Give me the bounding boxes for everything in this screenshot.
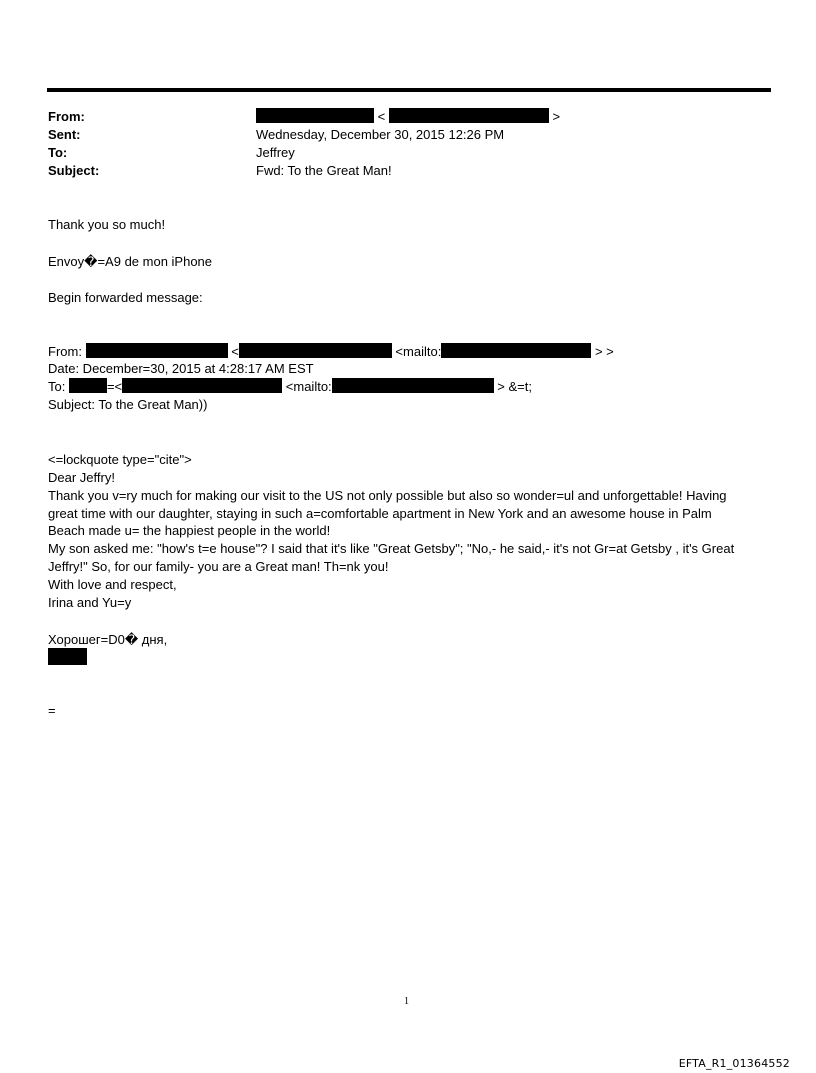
to-label: To: <box>48 145 68 160</box>
fwd-from-line <box>48 343 614 361</box>
from-label: From: <box>48 109 85 124</box>
redaction-block <box>441 343 591 358</box>
blockquote-line: <=lockquote type="cite"> <box>48 452 192 467</box>
thanks-line: Thank you so much! <box>48 217 166 232</box>
from-lt: < <box>377 109 386 124</box>
redaction-block <box>332 378 494 393</box>
fwd-from-label: From: <box>48 344 82 359</box>
fwd-to-label: To: <box>48 379 66 394</box>
envoy-line: Envoy�=A9 de mon iPhone <box>48 254 213 269</box>
closing-line: With love and respect, <box>48 577 177 592</box>
from-value <box>256 108 560 126</box>
fwd-to-line <box>48 378 532 396</box>
fwd-date-line: Date: December=30, 2015 at 4:28:17 AM EST <box>48 361 314 376</box>
redaction-block <box>86 343 228 358</box>
from-gt: > <box>552 109 561 124</box>
redaction-block <box>122 378 282 393</box>
russian-greeting: Хорошег=D0� дня, <box>48 632 168 647</box>
bates-number: EFTA_R1_01364552 <box>678 1057 790 1070</box>
paragraph-1-line-3: Beach made u= the happiest people in the world! <box>48 523 331 538</box>
subject-value: Fwd: To the Great Man! <box>256 163 392 178</box>
paragraph-1-line-1: Thank you v=ry much for making our visit to the US not only possible but also so wonder=ul and unforgettable! Having <box>48 488 727 503</box>
redaction-block <box>256 108 374 123</box>
fwd-from-lt: < <box>231 344 239 359</box>
redaction-block <box>389 108 549 123</box>
redaction-block <box>239 343 392 358</box>
subject-label: Subject: <box>48 163 100 178</box>
fwd-subject-line: Subject: To the Great Man)) <box>48 397 208 412</box>
page-number: 1 <box>404 996 409 1007</box>
sent-label: Sent: <box>48 127 81 142</box>
fwd-to-mailto: <mailto: <box>285 379 332 394</box>
salutation: Dear Jeffry! <box>48 470 115 485</box>
to-value: Jeffrey <box>256 145 295 160</box>
begin-forwarded-line: Begin forwarded message: <box>48 290 203 305</box>
signature-line: Irina and Yu=y <box>48 595 132 610</box>
sent-value: Wednesday, December 30, 2015 12:26 PM <box>256 127 505 142</box>
fwd-to-end: > &=t; <box>497 379 532 394</box>
trailing-equals: = <box>48 703 56 718</box>
paragraph-1-line-2: great time with our daughter, staying in such a=comfortable apartment in New York and an awesome house in Palm <box>48 506 712 521</box>
paragraph-2-line-2: Jeffry!" So, for our family- you are a Great man! Th=nk you! <box>48 559 389 574</box>
fwd-to-eq: =< <box>106 379 123 394</box>
header-rule <box>47 88 771 92</box>
paragraph-2-line-1: My son asked me: "how's t=e house"? I said that it's like "Great Getsby"; "No,- he said,- it's not Gr=at Getsby , it's Great <box>48 541 735 556</box>
fwd-from-mailto: <mailto: <box>395 344 442 359</box>
redaction-block <box>48 648 87 665</box>
redaction-block <box>69 378 107 393</box>
fwd-from-end: > > <box>594 344 614 359</box>
